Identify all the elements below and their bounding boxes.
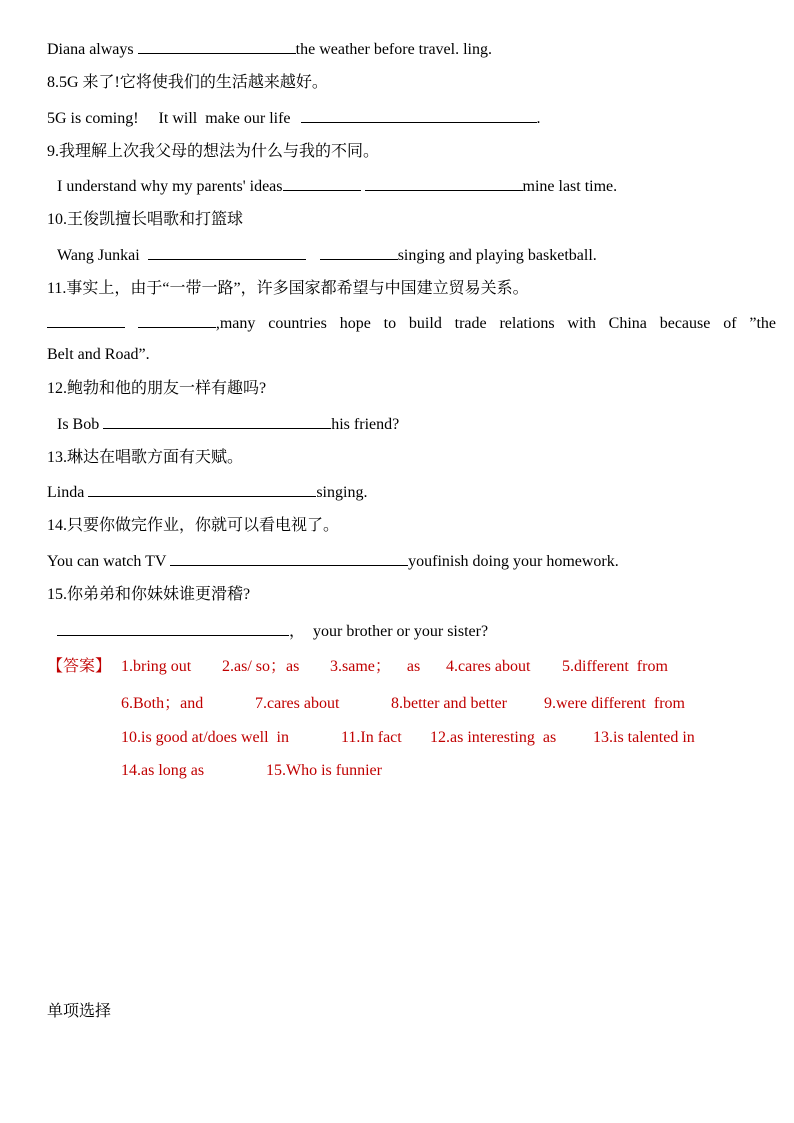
q10-blank-2[interactable] (320, 245, 398, 260)
answer-item: 7.cares about (255, 695, 340, 712)
q12-sentence (57, 414, 399, 435)
q10-prompt: 10.王俊凯擅长唱歌和打篮球 (47, 211, 244, 228)
q7-text-after: the weather before travel. ling. (295, 41, 492, 58)
q9-blank-1[interactable] (283, 176, 361, 191)
q15-text-after: ， your brother or your sister? (289, 623, 489, 640)
answer-item: 5.different from (562, 658, 668, 675)
q9-blank-2[interactable] (365, 176, 523, 191)
q11-sentence-line2: Belt and Road”. (47, 346, 150, 363)
q11-prompt: 11.事实上，由于“一带一路”，许多国家都希望与中国建立贸易关系。 (47, 280, 529, 297)
q8-text-before: 5G is coming! It will make our life (47, 110, 291, 127)
q10-sentence (57, 245, 597, 266)
answer-item: 2.as/ so；as (222, 658, 300, 675)
q9-prompt: 9.我理解上次我父母的想法为什么与我的不同。 (47, 143, 380, 160)
answer-item: 15.Who is funnier (266, 762, 382, 779)
answer-item: 13.is talented in (593, 729, 695, 746)
q13-text-after: singing. (316, 484, 368, 501)
q7-blank[interactable] (138, 39, 296, 54)
answer-item: 4.cares about (446, 658, 531, 675)
q9-text-after: mine last time. (522, 178, 618, 195)
q11-blank-1[interactable] (47, 313, 125, 328)
q8-text-after: . (536, 110, 541, 127)
answer-item: 6.Both；and (121, 695, 204, 712)
q11-text-after: ,many countries hope to build trade relations with China because of ”the (215, 315, 777, 332)
q9-sentence (57, 176, 617, 197)
q7-text-before: Diana always (47, 41, 134, 58)
q14-sentence (47, 551, 619, 572)
answer-item: 11.In fact (341, 729, 402, 746)
section-heading: 单项选择 (47, 1003, 112, 1020)
answer-item: 9.were different from (544, 695, 685, 712)
q15-sentence (57, 621, 488, 642)
q8-sentence (47, 108, 541, 129)
answer-item: 1.bring out (121, 658, 192, 675)
q11-sentence (47, 313, 776, 334)
q12-text-after: his friend? (331, 416, 400, 433)
q8-prompt: 8.5G 来了!它将使我们的生活越来越好。 (47, 74, 328, 91)
q10-text-after: singing and playing basketball. (397, 247, 597, 264)
q9-text-before: I understand why my parents' ideas (57, 178, 283, 195)
q10-text-before: Wang Junkai (57, 247, 140, 264)
answer-item: 10.is good at/does well in (121, 729, 289, 746)
q14-prompt: 14.只要你做完作业，你就可以看电视了。 (47, 517, 340, 534)
answer-item: 3.same； as (330, 658, 421, 675)
answer-item: 8.better and better (391, 695, 507, 712)
q13-sentence (47, 482, 367, 503)
q11-blank-2[interactable] (138, 313, 216, 328)
q12-prompt: 12.鲍勃和他的朋友一样有趣吗? (47, 380, 267, 397)
q13-prompt: 13.琳达在唱歌方面有天赋。 (47, 449, 244, 466)
answer-label: 【答案】 (47, 658, 112, 675)
q10-blank-1[interactable] (148, 245, 306, 260)
q14-text-before: You can watch TV (47, 553, 167, 570)
q13-blank[interactable] (88, 482, 316, 497)
q13-text-before: Linda (47, 484, 85, 501)
answer-item: 14.as long as (121, 762, 205, 779)
q8-blank[interactable] (301, 108, 537, 123)
q14-blank[interactable] (170, 551, 408, 566)
q12-blank[interactable] (103, 414, 331, 429)
q12-text-before: Is Bob (57, 416, 100, 433)
q15-blank[interactable] (57, 621, 289, 636)
q7-sentence (47, 39, 492, 60)
q15-prompt: 15.你弟弟和你妹妹谁更滑稽? (47, 586, 251, 603)
answer-item: 12.as interesting as (430, 729, 557, 746)
q14-text-after: youfinish doing your homework. (408, 553, 619, 570)
